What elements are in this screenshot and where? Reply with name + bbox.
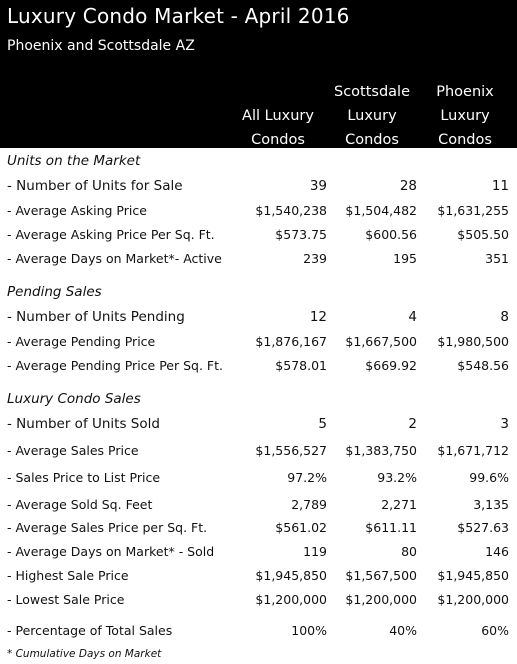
- row-label: - Average Asking Price Per Sq. Ft.: [7, 227, 215, 242]
- cell-all-luxury: 239: [303, 251, 327, 266]
- cell-all-luxury: $1,556,527: [255, 443, 327, 458]
- cell-scottsdale: 40%: [389, 623, 417, 638]
- table-row: [0, 497, 517, 517]
- cell-phoenix: $527.63: [457, 520, 509, 535]
- table-row: [0, 178, 517, 198]
- cell-all-luxury: 39: [309, 178, 327, 194]
- column-header-line: All Luxury: [242, 108, 314, 124]
- row-label: - Number of Units for Sale: [7, 178, 183, 194]
- column-header-line: Luxury: [347, 108, 397, 124]
- cell-phoenix: 3,135: [473, 497, 509, 512]
- cell-all-luxury: 2,789: [291, 497, 327, 512]
- row-label: - Percentage of Total Sales: [7, 623, 173, 638]
- row-label: - Average Pending Price: [7, 334, 156, 349]
- row-label: - Average Sales Price per Sq. Ft.: [7, 520, 208, 535]
- row-label: - Average Asking Price: [7, 203, 147, 218]
- cell-scottsdale: 80: [401, 544, 417, 559]
- column-header-line: Condos: [251, 132, 305, 148]
- cell-all-luxury: $1,200,000: [255, 592, 327, 607]
- cell-phoenix: $1,945,850: [437, 568, 509, 583]
- cell-scottsdale: $669.92: [365, 358, 417, 373]
- column-header-line: Luxury: [440, 108, 490, 124]
- cell-phoenix: $1,200,000: [437, 592, 509, 607]
- cell-all-luxury: $1,876,167: [255, 334, 327, 349]
- section-title-condo-sales: Luxury Condo Sales: [7, 391, 141, 407]
- cell-all-luxury: 5: [318, 416, 327, 432]
- cell-scottsdale: 2: [408, 416, 417, 432]
- column-header-line: Condos: [438, 132, 492, 148]
- cell-all-luxury: $1,540,238: [255, 203, 327, 218]
- table-row: [0, 358, 517, 378]
- cell-all-luxury: $573.75: [275, 227, 327, 242]
- cell-scottsdale: 93.2%: [377, 470, 417, 485]
- cell-scottsdale: 28: [399, 178, 417, 194]
- row-label: - Lowest Sale Price: [7, 592, 125, 607]
- cell-scottsdale: $1,504,482: [345, 203, 417, 218]
- cell-scottsdale: 4: [408, 309, 417, 325]
- table-row: [0, 544, 517, 564]
- cell-phoenix: $1,671,712: [437, 443, 509, 458]
- cell-all-luxury: $561.02: [275, 520, 327, 535]
- cell-scottsdale: 195: [393, 251, 417, 266]
- cell-scottsdale: $1,667,500: [345, 334, 417, 349]
- table-row: [0, 568, 517, 588]
- cell-all-luxury: 12: [309, 309, 327, 325]
- footnote: * Cumulative Days on Market: [7, 648, 162, 660]
- table-row: [0, 203, 517, 223]
- report-subtitle: Phoenix and Scottsdale AZ: [7, 38, 195, 54]
- column-header-line: Phoenix: [436, 84, 494, 100]
- cell-phoenix: 99.6%: [469, 470, 509, 485]
- cell-phoenix: 11: [491, 178, 509, 194]
- cell-phoenix: 351: [485, 251, 509, 266]
- row-label: - Sales Price to List Price: [7, 470, 161, 485]
- cell-all-luxury: $1,945,850: [255, 568, 327, 583]
- table-row: [0, 623, 517, 643]
- cell-scottsdale: $611.11: [365, 520, 417, 535]
- table-row: [0, 592, 517, 612]
- table-row: [0, 470, 517, 490]
- cell-all-luxury: 97.2%: [287, 470, 327, 485]
- table-row: [0, 416, 517, 436]
- row-label: - Average Sold Sq. Feet: [7, 497, 153, 512]
- column-header-line: Condos: [345, 132, 399, 148]
- header-band: [0, 0, 517, 148]
- cell-phoenix: $1,631,255: [437, 203, 509, 218]
- row-label: - Highest Sale Price: [7, 568, 129, 583]
- cell-all-luxury: 100%: [291, 623, 327, 638]
- section-title-pending-sales: Pending Sales: [7, 284, 102, 300]
- row-label: - Average Pending Price Per Sq. Ft.: [7, 358, 223, 373]
- cell-all-luxury: 119: [303, 544, 327, 559]
- table-row: [0, 443, 517, 463]
- cell-scottsdale: $1,200,000: [345, 592, 417, 607]
- cell-phoenix: 60%: [481, 623, 509, 638]
- cell-phoenix: $548.56: [457, 358, 509, 373]
- cell-all-luxury: $578.01: [275, 358, 327, 373]
- table-row: [0, 309, 517, 329]
- cell-phoenix: $505.50: [457, 227, 509, 242]
- table-row: [0, 251, 517, 271]
- section-title-units-on-market: Units on the Market: [7, 153, 141, 169]
- cell-phoenix: 8: [500, 309, 509, 325]
- table-row: [0, 227, 517, 247]
- row-label: - Number of Units Pending: [7, 309, 185, 325]
- column-header-phoenix: [410, 80, 517, 152]
- column-header-line: Scottsdale: [333, 84, 410, 100]
- table-row: [0, 334, 517, 354]
- row-label: - Number of Units Sold: [7, 416, 160, 432]
- cell-phoenix: 146: [485, 544, 509, 559]
- cell-scottsdale: 2,271: [381, 497, 417, 512]
- table-row: [0, 520, 517, 540]
- cell-scottsdale: $600.56: [365, 227, 417, 242]
- row-label: - Average Days on Market*- Active: [7, 251, 222, 266]
- cell-phoenix: 3: [500, 416, 509, 432]
- row-label: - Average Sales Price: [7, 443, 139, 458]
- cell-phoenix: $1,980,500: [437, 334, 509, 349]
- cell-scottsdale: $1,383,750: [345, 443, 417, 458]
- cell-scottsdale: $1,567,500: [345, 568, 417, 583]
- row-label: - Average Days on Market* - Sold: [7, 544, 215, 559]
- report-title: Luxury Condo Market - April 2016: [7, 4, 350, 28]
